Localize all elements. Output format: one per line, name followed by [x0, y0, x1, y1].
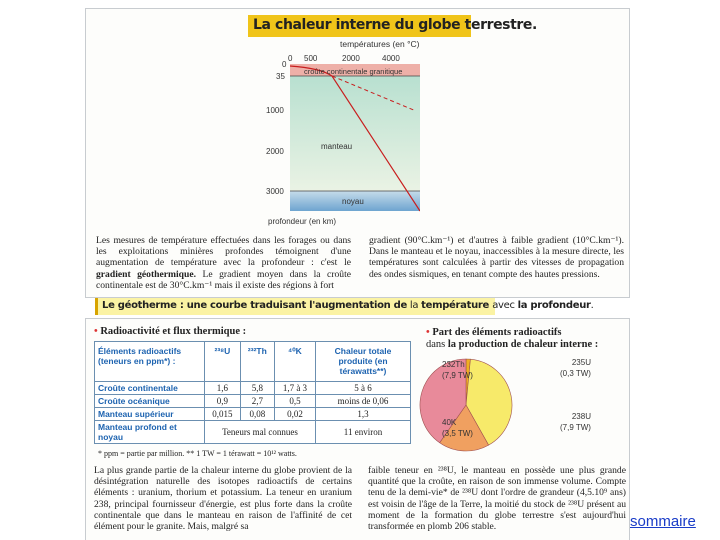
y-tick: 0 — [282, 60, 287, 69]
pie-label-235u: 235U (0,3 TW) — [560, 358, 591, 378]
geotherm-caption: Le géotherme : une courbe traduisant l'augmentation de la température avec la profondeur. — [95, 298, 495, 315]
radioactivity-table: Éléments radioactifs (teneurs en ppm*) : ²³⁸U ²³²Th ⁴⁰K Chaleur totale produite (en térawatts**) Croûte continentale 1,6 5,8 1,7 à 3 5 à 6 Croûte océanique 0,9 2,7 0,5 moins de 0,06 Manteau supérieur 0,015 0,08 0,02 1,3 Manteau profond et noyau Teneurs mal connues 11 environ — [94, 341, 411, 444]
pie-label-40k: 40K (3,5 TW) — [442, 418, 473, 438]
intro-text-left: Les mesures de température effectuées dans les forages ou dans les exploitations minières profondes témoignent d'une augmentation de température avec la profondeur : c'est le gradient géothermique. Le gradient moyen dans la croûte continentale est de 30°C.km⁻¹ mais il existe des régions à fort — [96, 235, 351, 291]
x-tick: 500 — [304, 54, 318, 63]
y-tick: 35 — [276, 72, 285, 81]
pie-label-232th: 232Th (7,9 TW) — [442, 360, 473, 380]
y-axis-title: profondeur (en km) — [268, 217, 337, 226]
y-tick: 1000 — [266, 106, 284, 115]
table-row: Manteau profond et noyau Teneurs mal connues 11 environ — [95, 421, 411, 444]
table-footnote: * ppm = partie par million. ** 1 TW = 1 térawatt = 10¹² watts. — [98, 449, 297, 458]
intro-text-right: gradient (90°C.km⁻¹) et d'autres à faible gradient (10°C.km⁻¹). Dans le manteau et le noyau, inaccessibles à la mesure directe, les températures sont calculées à partir des vitesses de propagation des ondes sismiques, en tenant compte des hautes pressions. — [369, 235, 624, 280]
body-text-left: La plus grande partie de la chaleur interne du globe provient de la désintégration naturelle des isotopes radioactifs de certains éléments : uranium, thorium et potassium. La teneur en uranium 238, principal fournisseur d'énergie, est plus forte dans la croûte continentale que dans le manteau en raison de l'affinité de cet élément pour le granite. Mais, malgré sa — [94, 465, 352, 533]
y-tick: 2000 — [266, 147, 284, 156]
y-tick: 3000 — [266, 187, 284, 196]
core-label: noyau — [342, 197, 364, 206]
page-title: La chaleur interne du globe terrestre. — [248, 15, 471, 37]
x-tick: 2000 — [342, 54, 360, 63]
table-heading: • Radioactivité et flux thermique : — [94, 326, 247, 337]
x-tick: 0 — [288, 54, 293, 63]
geotherm-panel — [85, 8, 630, 298]
crust-label: croûte continentale granitique — [304, 67, 403, 76]
table-row: Manteau supérieur 0,015 0,08 0,02 1,3 — [95, 408, 411, 421]
table-row: Croûte océanique 0,9 2,7 0,5 moins de 0,06 — [95, 395, 411, 408]
table-row: Croûte continentale 1,6 5,8 1,7 à 3 5 à 6 — [95, 382, 411, 395]
body-text-right: faible teneur en ²³⁸U, le manteau en possède une plus grande quantité que la croûte, en raison de son immense volume. Compte tenu de la demi-vie* de ²³⁸U dont l'ordre de grandeur (4,5.10⁹ ans) est voisin de l'âge de la Terre, la moitié du stock de ²³⁸U présent au moment de la formation du globe terrestre s'est aujourd'hui transformée en plomb 206 stable. — [368, 465, 626, 533]
geotherm-diagram — [290, 64, 420, 214]
pie-label-238u: 238U (7,9 TW) — [560, 412, 591, 432]
mantle-label: manteau — [321, 142, 353, 151]
pie-heading: • Part des éléments radioactifs dans la production de chaleur interne : — [426, 327, 599, 350]
radioactivity-panel — [85, 318, 630, 540]
sommaire-link[interactable]: sommaire — [630, 513, 696, 530]
x-axis-title: températures (en °C) — [340, 39, 420, 49]
x-tick: 4000 — [382, 54, 400, 63]
